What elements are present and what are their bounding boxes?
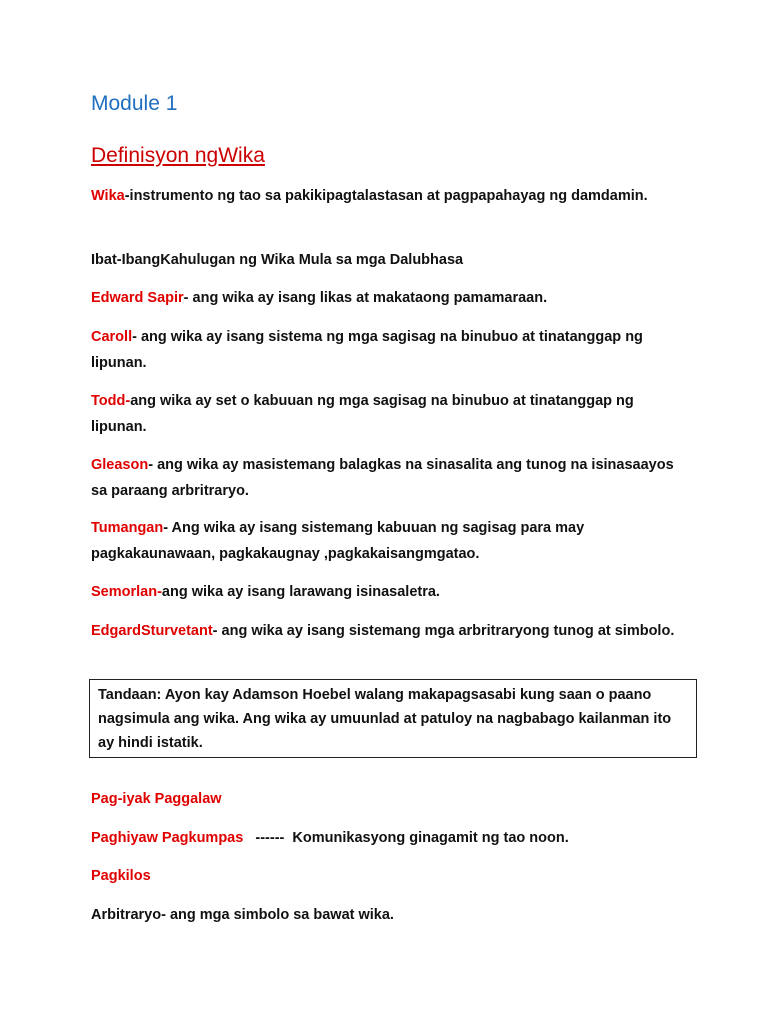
definition-wika [91,183,691,209]
definition-sapir [91,285,691,311]
extra-term: Paghiyaw Pagkumpas [91,830,244,846]
term: EdgardSturvetant [91,623,213,639]
definition-semorlan [91,579,691,605]
term: Semorlan- [91,584,162,600]
definition-text: - ang wika ay masistemang balagkas na sinasalita ang tunog na isinasaayos sa paraang arbritraryo. [91,457,674,499]
extra-line-4: Arbitraryo- ang mga simbolo sa bawat wika. [91,907,394,923]
term: Caroll [91,329,133,345]
definition-text: - ang wika ay isang sistemang mga arbritraryong tunog at simbolo. [212,623,675,639]
definition-caroll [91,324,691,376]
definition-text: - ang wika ay isang sistema ng mga sagisag na binubuo at tinatanggap ng lipunan. [91,329,643,371]
definition-gleason [91,452,691,504]
definitions-intro: Ibat-IbangKahulugan ng Wika Mula sa mga Dalubhasa [91,252,464,268]
term: Todd- [91,393,131,409]
definition-text: -instrumento ng tao sa pakikipagtalastasan at pagpapahayag ng damdamin. [124,188,648,204]
term: Gleason [91,457,149,473]
definition-text: ang wika ay set o kabuuan ng mga sagisag na binubuo at tinatanggap ng lipunan. [91,393,634,435]
section-title: Definisyon ngWika [91,144,265,167]
extra-line-2 [91,825,691,851]
definition-text: ang wika ay isang larawang isinasaletra. [161,584,440,600]
term: Tumangan [91,520,164,536]
term: Wika [91,188,125,204]
definition-text: - Ang wika ay isang sistemang kabuuan ng sagisag para may pagkakaunawaan, pagkakaugnay ,pagkakaisangmgatao. [91,520,585,562]
definition-text: - ang wika ay isang likas at makataong pamamaraan. [183,290,548,306]
definition-tumangan [91,515,691,567]
extra-line-3: Pagkilos [91,868,151,884]
extra-text: ------ Komunikasyong ginagamit ng tao noon. [243,830,569,846]
extra-line-1: Pag-iyak Paggalaw [91,791,222,807]
term: Edward Sapir [91,290,184,306]
module-title: Module 1 [91,92,178,115]
definition-sturvetant [91,618,691,644]
definition-todd [91,388,691,440]
note-box: Tandaan: Ayon kay Adamson Hoebel walang makapagsasabi kung saan o paano nagsimula ang wika. Ang wika ay umuunlad at patuloy na nagbabago kailanman ito ay hindi istatik. [89,679,697,758]
